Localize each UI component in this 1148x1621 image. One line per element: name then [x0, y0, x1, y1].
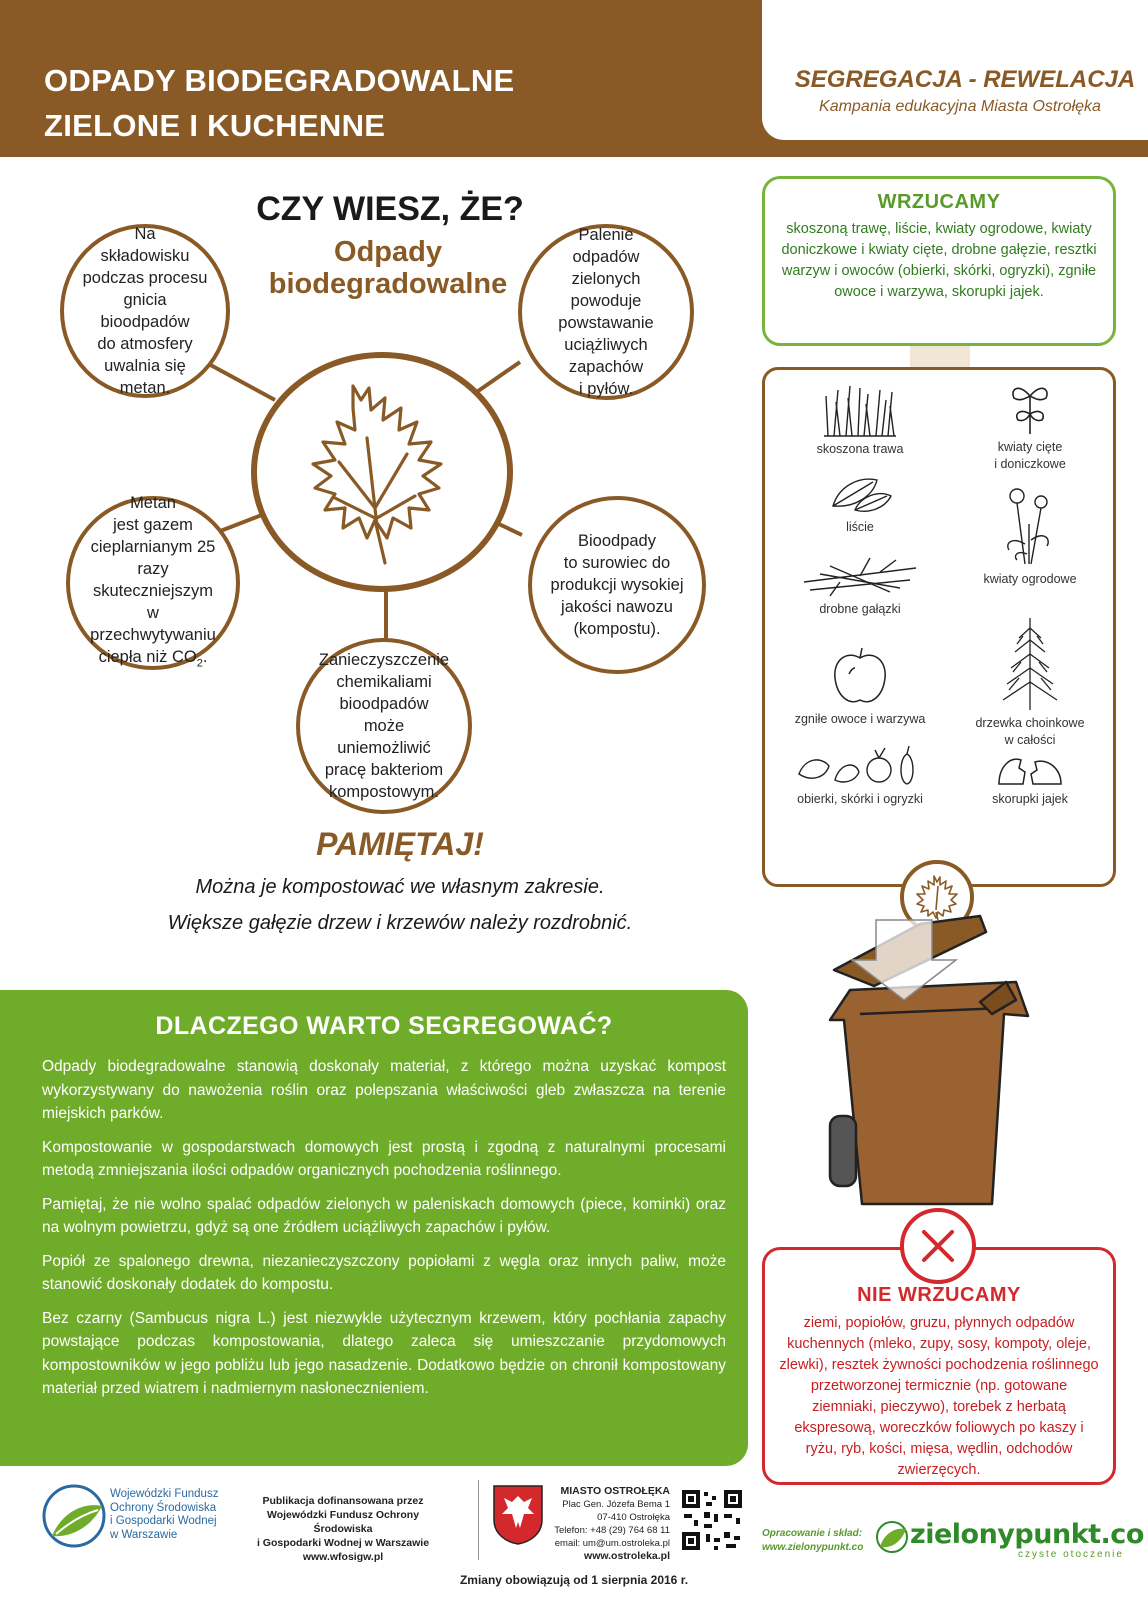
item-leaves — [785, 466, 935, 536]
zielonypunkt-logo — [874, 1519, 1144, 1563]
publication-line: Publikacja dofinansowana przez — [262, 1495, 424, 1507]
item-label: skoszona trawa — [816, 442, 904, 456]
item-label: obierki, skórki i ogryzki — [797, 792, 923, 806]
fact-line: ciepła niż CO — [98, 647, 197, 666]
item-grass — [785, 382, 935, 458]
item-peels — [785, 744, 935, 808]
item-label: liście — [846, 520, 874, 534]
item-garden-flowers — [955, 484, 1105, 588]
why-paragraph-3: Pamiętaj, że nie wolno spalać odpadów zielonych w paleniskach domowych (piece, kominki) oraz na wolnym powietrzu, gdyż są one źródłem uciążliwych zapachów i pyłów. — [42, 1195, 726, 1236]
fact-line: metan. — [119, 379, 171, 397]
remember-line-2: Większe gałęzie drzew i krzewów należy rozdrobnić. — [167, 912, 633, 934]
fact-line: uwalnia się — [104, 357, 186, 375]
fact-line: do atmosfery — [97, 335, 193, 353]
connector-strip — [910, 346, 970, 368]
fact-line: zielonych powoduje — [570, 270, 642, 310]
wfosigw-line: w Warszawie — [110, 1528, 178, 1541]
item-twigs — [785, 552, 935, 618]
city-website[interactable]: www.ostroleka.pl — [584, 1550, 670, 1562]
city-name: MIASTO OSTROŁĘKA — [560, 1485, 670, 1497]
accepted-box — [762, 176, 1116, 346]
item-cut-flowers — [955, 374, 1105, 473]
footer-divider — [478, 1480, 479, 1560]
fact-line: (kompostu). — [573, 620, 661, 638]
wfosigw-line: i Gospodarki Wodnej — [110, 1515, 217, 1527]
fact-line: podczas procesu — [82, 269, 208, 287]
accepted-text: skoszoną trawę, liście, kwiaty ogrodowe, kwiaty doniczkowe i kwiaty cięte, drobne gałęzie, resztki warzyw i owoców (obierki, skórki, ogryzki), zgniłe owoce i warzywa, skorupki jajek. — [781, 221, 1097, 300]
fact-line: składowisku — [100, 247, 190, 265]
wfosigw-name — [110, 1488, 230, 1542]
item-fruit — [785, 646, 935, 728]
zielonypunkt-wordmark — [910, 1519, 1144, 1550]
fact-line: uciążliwych zapachów — [564, 336, 648, 376]
city-address: Plac Gen. Józefa Bema 1 — [562, 1499, 670, 1510]
page-title-line2: ZIELONE I KUCHENNE — [44, 108, 386, 143]
why-paragraph-5: Bez czarny (Sambucus nigra L.) jest niezwykle użytecznym krzewem, który pochłania zapachy powstające podczas kompostowania, dlatego zaleca się umieszczanie przydomowych kompostowników w jego pobliżu lub jego nasadzenie. Dodatkowo będzie on chronił kompostowany materiał przed wiatrem i nadmiernym nasłonecznieniem. — [42, 1309, 726, 1397]
wfosigw-link[interactable]: www.wfosigw.pl — [302, 1551, 384, 1563]
wfosigw-line: Ochrony Środowiska — [110, 1501, 217, 1514]
city-coat-of-arms-icon — [492, 1484, 544, 1546]
prohibited-badge — [900, 1208, 976, 1284]
fact-line: odpadów — [572, 248, 640, 266]
not-accepted-title: NIE WRZUCAMY — [857, 1284, 1021, 1306]
qr-code-icon[interactable] — [680, 1488, 744, 1552]
wfosigw-logo-icon — [40, 1482, 108, 1550]
fact-line: bioodpadów może — [339, 695, 429, 735]
item-label: drobne gałązki — [819, 602, 901, 616]
campaign-title: SEGREGACJA - REWELACJA — [794, 66, 1136, 93]
fact-bubble-burning — [518, 224, 694, 400]
fact-line: Bioodpady — [578, 532, 656, 550]
zielonypunkt-tagline: czyste otoczenie — [1018, 1549, 1124, 1560]
subheading-line2: biodegradowalne — [268, 268, 508, 300]
eggshell-icon — [995, 754, 1065, 788]
page-title-line1: ODPADY BIODEGRADOWALNE — [44, 63, 515, 98]
subheading-line1: Odpady — [334, 236, 442, 268]
effective-date-note: Zmiany obowiązują od 1 sierpnia 2016 r. — [459, 1573, 689, 1587]
leaf-logo-icon — [874, 1519, 910, 1555]
campaign-box — [762, 0, 1148, 140]
fact-line: Na — [134, 225, 156, 243]
fact-bubble-methane-greenhouse — [66, 493, 240, 670]
apple-icon — [829, 646, 891, 708]
why-paragraph-1: Odpady biodegradowalne stanowią doskonały materiał, z którego można uzyskać kompost wykorzystywany do nawożenia roślin oraz polepszania właściwości gleb zwłaszcza na terenie miejskich parków. — [42, 1058, 726, 1122]
leaf-hub — [251, 352, 513, 592]
why-segregate-box — [0, 990, 748, 1466]
accepted-items-panel — [762, 367, 1116, 887]
fact-line: chemikaliami — [336, 673, 432, 691]
fact-line: kompostowym. — [328, 783, 440, 801]
item-label: kwiaty ogrodowe — [983, 572, 1077, 586]
fact-line: cieplarnianym 25 — [90, 537, 216, 556]
fact-line: powstawanie — [558, 314, 654, 332]
fact-line: i pyłów. — [578, 380, 634, 398]
fact-line: jakości nawozu — [561, 598, 673, 616]
city-phone: Telefon: +48 (29) 764 68 11 — [554, 1525, 670, 1536]
fact-line: produkcji wysokiej — [550, 576, 684, 594]
item-label: zgniłe owoce i warzywa — [794, 712, 926, 726]
peels-icon — [795, 744, 925, 788]
leaves-icon — [825, 466, 895, 516]
campaign-subtitle: Kampania edukacyjna Miasta Ostrołęka — [819, 98, 1101, 115]
city-contact — [552, 1485, 670, 1563]
why-paragraph-2: Kompostowanie w gospodarstwach domowych jest prostą i zgodną z naturalnymi procesami metodą zmniejszania ilości odpadów organicznych pochodzenia roślinnego. — [42, 1138, 726, 1179]
fact-line: razy skuteczniejszym — [92, 559, 214, 600]
did-you-know-subheading — [238, 236, 538, 300]
wfosigw-line: Wojewódzki Fundusz — [110, 1488, 219, 1500]
item-christmas-tree — [955, 616, 1105, 749]
item-eggshells — [955, 754, 1105, 808]
prepared-by-link[interactable]: www.zielonypunkt.co — [762, 1542, 864, 1553]
fact-bubble-methane-landfill — [60, 224, 230, 398]
fact-bubble-compost — [528, 496, 706, 674]
item-label: skorupki jajek — [992, 792, 1068, 806]
fact-line-co2 — [88, 646, 218, 674]
fact-bubble-chemicals — [296, 638, 472, 814]
fact-line: jest gazem — [113, 515, 193, 534]
fact-line: Palenie — [578, 226, 634, 244]
why-segregate-title: DLACZEGO WARTO SEGREGOWAĆ? — [155, 1012, 613, 1040]
fact-line: Metan — [130, 493, 176, 512]
wordmark-part: punkt.co — [1014, 1519, 1144, 1550]
publication-line: i Gospodarki Wodnej w Warszawie — [256, 1537, 430, 1549]
fact-text-burning — [540, 224, 672, 400]
item-label: w całości — [1004, 733, 1056, 747]
fact-line: w przechwytywaniu — [90, 603, 216, 644]
accepted-title: WRZUCAMY — [877, 191, 1001, 213]
remember-heading: PAMIĘTAJ! — [316, 826, 484, 862]
twigs-icon — [800, 552, 920, 598]
maple-leaf-icon — [257, 358, 507, 586]
city-address: 07-410 Ostrołęka — [597, 1512, 670, 1523]
item-label: i doniczkowe — [994, 457, 1066, 471]
fact-text-chemicals — [318, 649, 450, 803]
not-accepted-text: ziemi, popiołów, gruzu, płynnych odpadów kuchennych (mleko, zupy, sosy, kompoty, oleje, zlewki), resztek żywności pochodzenia roślinnego przetworzonej termicznie (np. gotowane ziemniaki, pieczywo), torebek z herbatą ekspresową, woreczków foliowych po kaszy i ryżu, ryb, kości, mięsa, wędlin, odchodów zwierzęcych. — [779, 1315, 1099, 1478]
item-label: kwiaty cięte — [997, 440, 1063, 454]
why-paragraph-4: Popiół ze spalonego drewna, niezanieczyszczony popiołami z węgla oraz innych paliw, może stanowić doskonały dodatek do kompostu. — [42, 1252, 726, 1293]
grass-icon — [820, 382, 900, 438]
did-you-know-heading: CZY WIESZ, ŻE? — [256, 190, 524, 228]
prepared-by — [762, 1527, 872, 1555]
fact-line: pracę bakteriom — [324, 761, 444, 779]
fact-line: to surowiec do — [563, 554, 671, 572]
co2-subscript: 2 — [196, 657, 203, 670]
tree-icon — [995, 616, 1065, 712]
publication-line: Wojewódzki Fundusz Ochrony Środowiska — [266, 1509, 420, 1535]
garden-flowers-icon — [995, 484, 1065, 568]
fact-line: Zanieczyszczenie — [318, 651, 450, 669]
fact-line: gnicia bioodpadów — [100, 291, 190, 331]
fact-text-methane-landfill — [82, 223, 208, 399]
wordmark-part: zielony — [910, 1519, 1015, 1550]
remember-line-1: Można je kompostować we własnym zakresie. — [195, 876, 605, 898]
item-label: drzewka choinkowe — [975, 716, 1085, 730]
fact-text-compost — [551, 530, 684, 640]
prepared-by-label: Opracowanie i skład: — [762, 1528, 863, 1539]
potted-plant-icon — [1000, 374, 1060, 436]
fact-line-end: . — [202, 647, 208, 666]
city-email[interactable]: email: um@um.ostroleka.pl — [554, 1538, 670, 1549]
fact-line: uniemożliwić — [337, 739, 431, 757]
publication-note — [238, 1494, 448, 1564]
brown-bin-icon — [820, 910, 1050, 1230]
fact-text-methane-greenhouse — [88, 492, 218, 674]
close-icon — [918, 1226, 958, 1266]
